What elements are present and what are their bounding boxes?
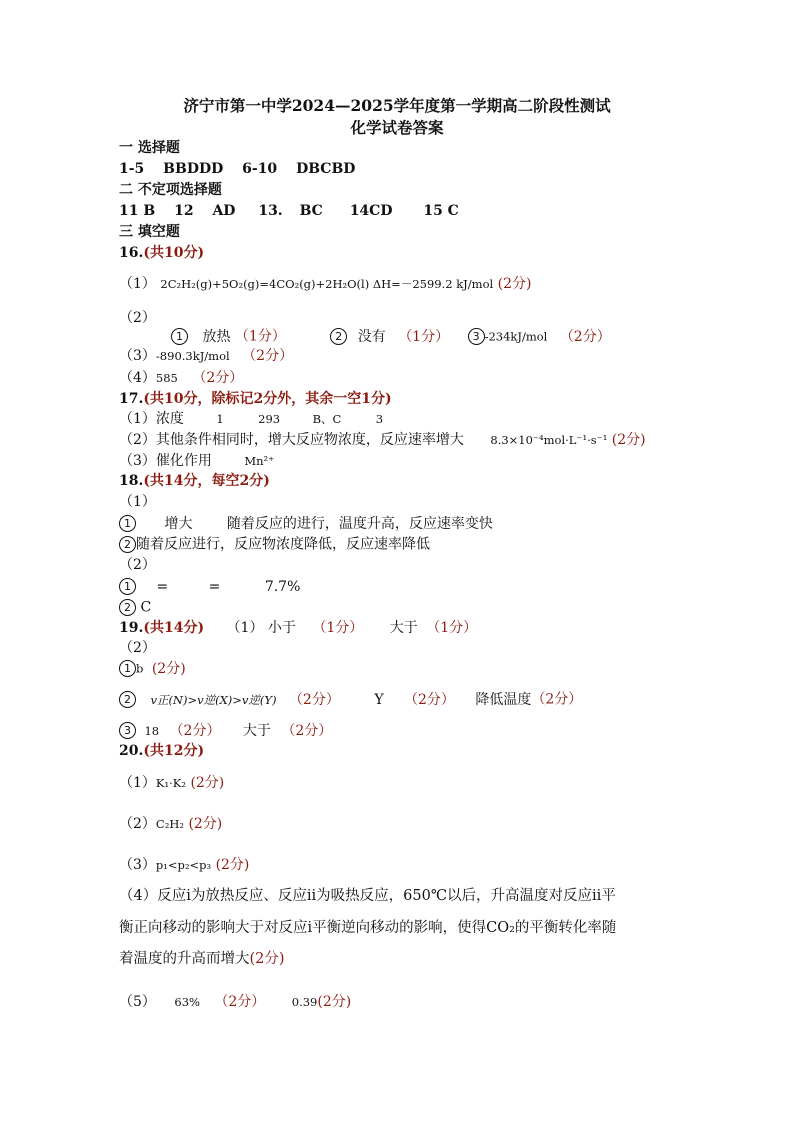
- q20-p2-label: （2）: [119, 816, 156, 832]
- q20-part3: [119, 857, 249, 874]
- answer-14: 14CD: [349, 203, 393, 219]
- section-3-heading: 三 填空题: [119, 224, 180, 240]
- q17-p1-answer-c: 293: [258, 412, 281, 426]
- q16-p1-label: （1）: [119, 276, 156, 292]
- answers-6-10: DBCBD: [296, 161, 356, 177]
- q16-header: [119, 245, 204, 262]
- q20-p1-points: (2分): [190, 775, 225, 791]
- section-2-heading: 二 不定项选择题: [119, 182, 222, 198]
- q16-p3-points: （2分）: [242, 348, 294, 364]
- q18-p1-answer1: 增大: [164, 515, 193, 532]
- q19-p2-points-e: （2分）: [169, 722, 221, 739]
- answer-13-label: 13.: [258, 203, 283, 219]
- q17-p1-answer-b: 1: [216, 412, 224, 426]
- q19-part2-line1: [119, 660, 186, 677]
- q18-part2-line2: [119, 599, 151, 616]
- answer-11: 11 B: [119, 203, 156, 219]
- section-2-answers: [119, 203, 459, 220]
- q18-p1-reason2: 随着反应进行，反应物浓度降低，反应速率降低: [136, 536, 430, 553]
- section-1-answers: [119, 161, 355, 178]
- q20-p4-label: （4）: [119, 888, 158, 904]
- circled-number: 2: [119, 599, 136, 616]
- q18-part2-label: （2）: [119, 557, 156, 573]
- q19-p1-points-b: （1分）: [426, 620, 478, 636]
- q19-p2-answer-a: b: [136, 661, 144, 676]
- q20-p2-points: (2分): [188, 816, 223, 832]
- circled-number: 2: [119, 691, 136, 708]
- q19-p2-points-c: （2分）: [404, 691, 455, 708]
- q18-p1-reason1: 随着反应的进行，温度升高，反应速率变快: [226, 515, 493, 532]
- answer-12-label: 12: [174, 203, 194, 219]
- q16-p4-label: （4）: [119, 370, 156, 386]
- q18-header: [119, 473, 270, 490]
- q17-part1: [119, 411, 383, 428]
- answer-12: AD: [212, 203, 236, 219]
- q20-p3-points: (2分): [215, 857, 250, 873]
- q16-p3-label: （3）: [119, 348, 156, 364]
- q17-p3-answer-a: 催化作用: [155, 453, 212, 469]
- circled-number: 1: [119, 578, 136, 595]
- q18-part2-line1: [119, 578, 300, 595]
- q16-p1-points: (2分): [497, 276, 532, 292]
- q20-number: 20.: [119, 743, 144, 759]
- q19-p2-answer-y: Y: [374, 691, 384, 708]
- q16-p2-answer1: 放热: [202, 328, 231, 345]
- q20-p3-answer: p₁<p₂<p₃: [155, 858, 212, 872]
- q19-p2-points-b: （2分）: [288, 691, 340, 708]
- q20-score: (共12分): [143, 743, 205, 759]
- circled-number: 3: [119, 722, 136, 739]
- q18-part1-label: （1）: [119, 494, 156, 510]
- q18-p2-answer-a: =: [156, 578, 169, 595]
- q19-part2-label: （2）: [119, 640, 156, 656]
- q17-header: [119, 391, 392, 408]
- section-1-heading: 一 选择题: [119, 140, 180, 156]
- q19-p2-answer-cool: 降低温度: [475, 691, 532, 708]
- q20-part4-line2: 衡正向移动的影响大于对反应ⅰ平衡逆向移动的影响，使得CO₂的平衡转化率随: [119, 920, 617, 936]
- q20-p5-label: （5）: [119, 994, 156, 1010]
- q20-part2: [119, 816, 222, 833]
- q19-p2-answer-18: 18: [144, 723, 160, 738]
- q19-p2-points-d: （2分）: [531, 691, 583, 708]
- q16-part2-label: （2）: [119, 310, 156, 326]
- q19-p1-label: （1）: [226, 620, 264, 636]
- q17-p2-points: (2分): [611, 432, 646, 448]
- q20-p4-points: (2分): [249, 951, 285, 967]
- circled-number: 2: [330, 328, 347, 345]
- q16-score: (共10分): [143, 245, 205, 261]
- q20-p5-points-a: （2分）: [214, 994, 266, 1010]
- q17-p1-label: （1）: [119, 411, 156, 427]
- q19-p2-points-a: (2分): [151, 660, 186, 677]
- q19-score: (共14分): [143, 620, 205, 636]
- q19-number: 19.: [119, 620, 144, 636]
- answer-15: 15 C: [423, 203, 459, 219]
- q20-p1-label: （1）: [119, 775, 156, 791]
- q20-p4-text1: 反应ⅰ为放热反应、反应ⅱ为吸热反应，650℃以后，升高温度对反应ⅱ平: [157, 888, 616, 904]
- q18-part1-line2: [119, 536, 430, 553]
- q17-p2-rate: 8.3×10⁻⁴mol·L⁻¹·s⁻¹: [490, 433, 608, 447]
- q19-p1-answer-b: 大于: [389, 620, 418, 636]
- q19-p2-rate-order: v正(N)>v逆(X)>v逆(Y): [150, 692, 277, 707]
- q18-p2-answer-b: =: [208, 578, 221, 595]
- q18-p2-answer-d: C: [140, 599, 152, 616]
- range-1-5: 1-5: [119, 161, 145, 177]
- q16-part3: [119, 348, 293, 365]
- q17-p3-label: （3）: [119, 453, 156, 469]
- q19-part2-line3: [119, 722, 332, 739]
- q17-p2-text: 其他条件相同时，增大反应物浓度，反应速率增大: [155, 432, 464, 448]
- q17-number: 17.: [119, 391, 144, 407]
- answers-1-5: BBDDD: [163, 161, 224, 177]
- q18-p2-answer-c: 7.7%: [264, 578, 301, 595]
- q16-p4-points: （2分）: [192, 370, 244, 386]
- q20-part4-line3: [119, 951, 285, 968]
- q16-p2-points3: （2分）: [559, 328, 611, 345]
- q20-p4-text3: 着温度的升高而增大: [119, 951, 250, 967]
- q16-part4: [119, 370, 243, 387]
- q17-score: (共10分，除标记2分外，其余一空1分): [143, 391, 392, 407]
- q20-p3-label: （3）: [119, 857, 156, 873]
- q17-part3: [119, 453, 274, 470]
- q20-part1: [119, 775, 224, 792]
- q19-p2-points-f: （2分）: [281, 722, 333, 739]
- q20-part5: [119, 994, 351, 1011]
- q16-number: 16.: [119, 245, 144, 261]
- circled-number: 3: [468, 328, 485, 345]
- q16-p2-points2: （1分）: [398, 328, 450, 345]
- q17-p2-label: （2）: [119, 432, 156, 448]
- q18-part1-line1: [119, 515, 493, 532]
- q16-p4-answer: 585: [155, 371, 178, 385]
- q17-part2: [119, 432, 646, 449]
- q20-p5-answer-b: 0.39: [291, 995, 318, 1009]
- q17-p1-answer-d: B、C: [312, 412, 342, 426]
- q19-p1-points-a: （1分）: [312, 620, 364, 636]
- page-subtitle: 化学试卷答案: [350, 118, 444, 137]
- q20-p1-answer: K₁·K₂: [155, 776, 186, 790]
- q17-p1-answer-e: 3: [375, 412, 384, 426]
- q16-part2: [171, 328, 611, 345]
- q17-p1-answer-a: 浓度: [155, 411, 184, 427]
- page-title: 济宁市第一中学2024—2025学年度第一学期高二阶段性测试: [183, 96, 611, 115]
- q20-header: [119, 743, 204, 760]
- circled-number: 1: [119, 660, 136, 677]
- q16-p2-points1: （1分）: [234, 328, 286, 345]
- q16-p2-answer3: -234kJ/mol: [484, 329, 548, 344]
- circled-number: 1: [171, 328, 188, 345]
- q20-part4-line1: [119, 888, 616, 905]
- q18-score: (共14分，每空2分): [143, 473, 270, 489]
- q18-number: 18.: [119, 473, 144, 489]
- q20-p5-answer-a: 63%: [174, 995, 200, 1009]
- range-6-10: 6-10: [242, 161, 278, 177]
- q17-p3-answer-b: Mn²⁺: [244, 454, 275, 468]
- circled-number: 2: [119, 536, 136, 553]
- q16-part1: [119, 276, 531, 293]
- q16-p2-answer2: 没有: [357, 328, 386, 345]
- q19-p2-answer-big: 大于: [242, 722, 271, 739]
- q20-p2-answer: C₂H₂: [155, 817, 184, 831]
- circled-number: 1: [119, 515, 136, 532]
- q19-part2-line2: [119, 691, 582, 708]
- q16-p3-answer: -890.3kJ/mol: [155, 349, 230, 363]
- q20-p5-points-b: (2分): [317, 994, 352, 1010]
- q19-p1-answer-a: 小于: [267, 620, 296, 636]
- q19-header: [119, 620, 477, 637]
- answer-13: BC: [299, 203, 323, 219]
- q16-p1-equation: 2C₂H₂(g)+5O₂(g)=4CO₂(g)+2H₂O(l) ΔH=－2599.2 kJ/mol: [160, 277, 494, 291]
